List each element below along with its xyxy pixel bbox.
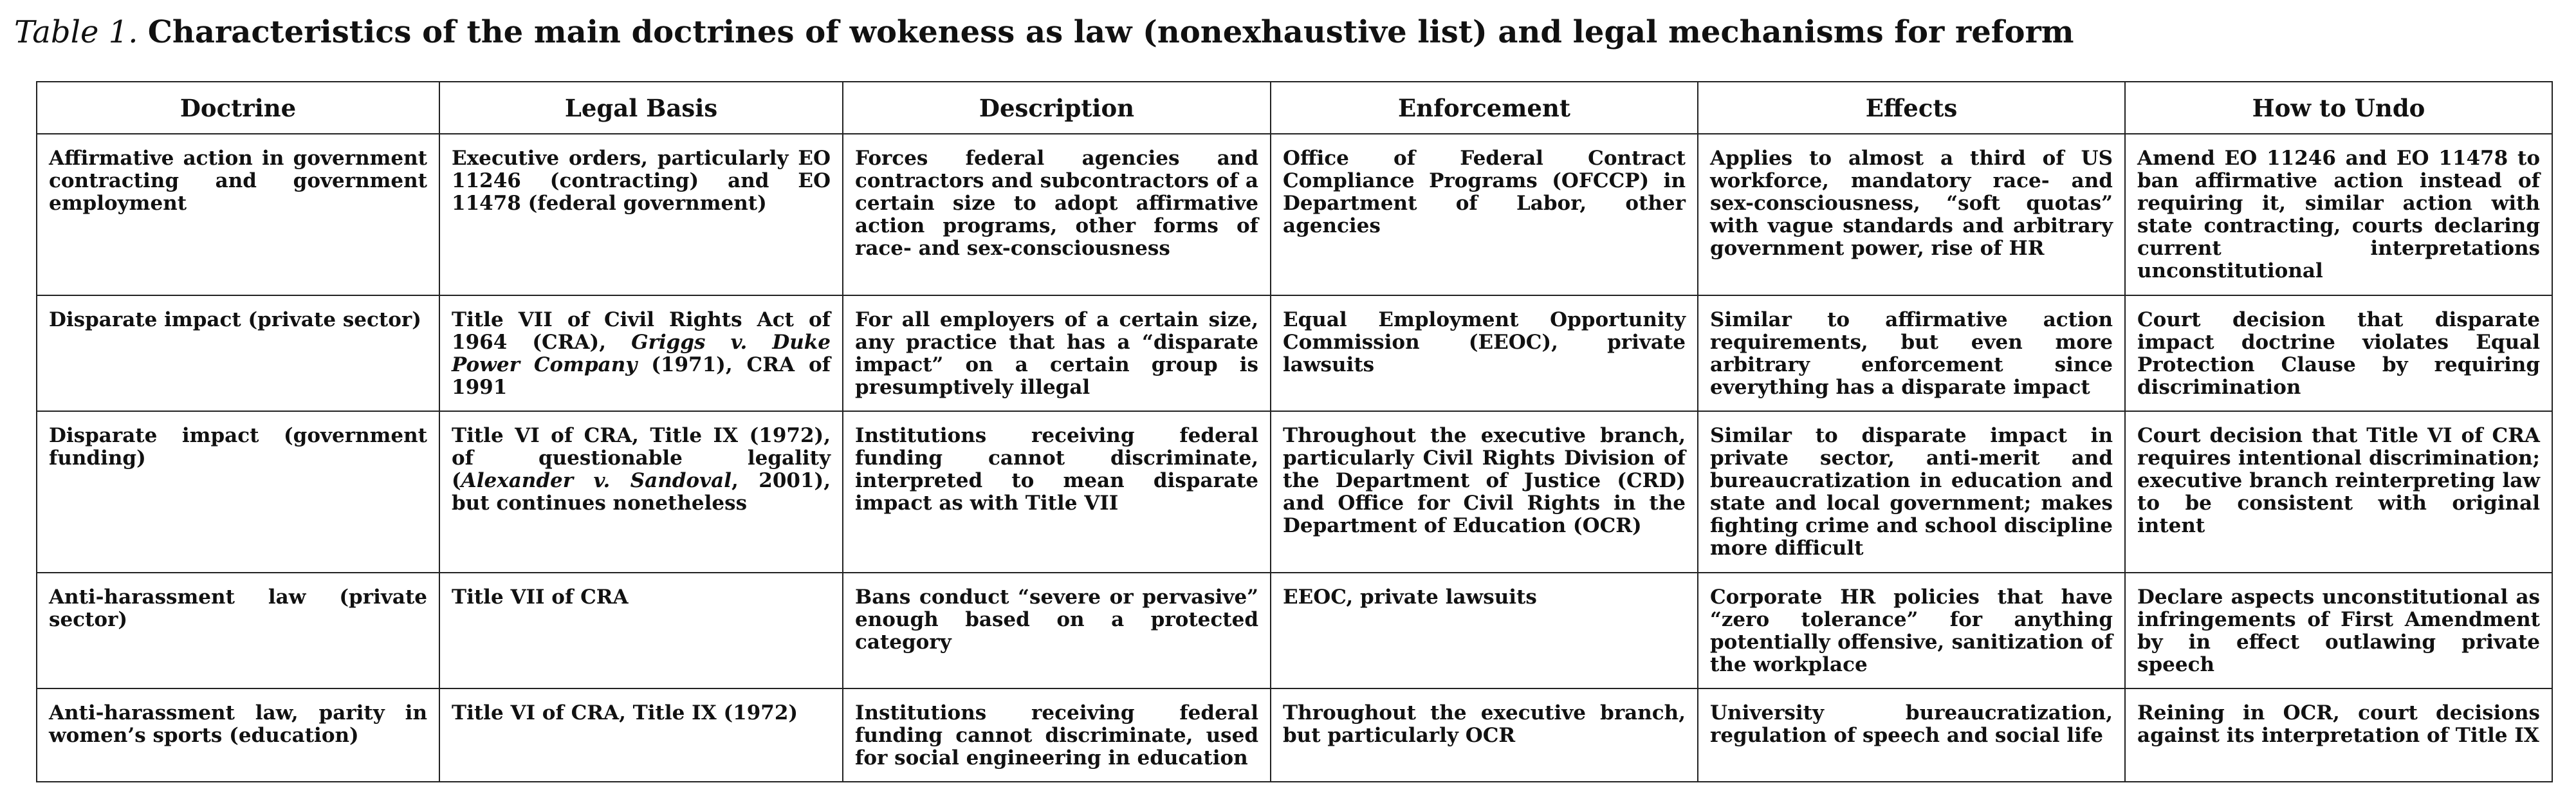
cell-description: Institutions receiving federal funding cannot discriminate, used for social engineering in education <box>843 688 1271 782</box>
table-caption <box>14 9 2562 55</box>
doctrines-table <box>36 81 2553 782</box>
cell-description: For all employers of a certain size, any practice that has a “disparate impact” on a certain group is presumptively illegal <box>843 295 1271 411</box>
cell-effects: Similar to affirmative action requirements, but even more arbitrary enforcement since everything has a disparate impact <box>1698 295 2125 411</box>
cell-enforcement: Office of Federal Contract Compliance Programs (OFCCP) in Department of Labor, other agencies <box>1271 134 1698 295</box>
cell-enforcement: Throughout the executive branch, but particularly OCR <box>1271 688 1698 782</box>
cell-effects: Similar to disparate impact in private sector, anti-merit and bureaucratization in education and state and local government; makes fighting crime and school discipline more difficult <box>1698 411 2125 573</box>
legal-basis-text: (1971), CRA of 1991 <box>452 353 831 399</box>
case-citation: Griggs v. Duke Power Company <box>452 331 831 376</box>
cell-doctrine: Disparate impact (government funding) <box>37 411 439 573</box>
cell-how-to-undo: Declare aspects unconstitutional as infringements of First Amendment by in effect outlawing private speech <box>2125 573 2552 688</box>
legal-basis-text: Title VI of CRA, Title IX (1972), of questionable legality ( <box>452 424 831 492</box>
legal-basis-text: , 2001), but continues nonetheless <box>452 469 831 515</box>
cell-effects: University bureaucratization, regulation of speech and social life <box>1698 688 2125 782</box>
cell-legal-basis: Executive orders, particularly EO 11246 (contracting) and EO 11478 (federal government) <box>439 134 843 295</box>
table-caption-label: Table 1. <box>14 14 138 50</box>
cell-enforcement: EEOC, private lawsuits <box>1271 573 1698 688</box>
table-row <box>37 688 2552 782</box>
cell-legal-basis: Title VII of CRA <box>439 573 843 688</box>
column-header-description: Description <box>843 82 1271 134</box>
cell-doctrine: Anti-harassment law (private sector) <box>37 573 439 688</box>
table-header-row <box>37 82 2552 134</box>
table-row <box>37 411 2552 573</box>
case-citation: Alexander v. Sandoval <box>461 469 731 492</box>
cell-how-to-undo: Court decision that disparate impact doctrine violates Equal Protection Clause by requiring discrimination <box>2125 295 2552 411</box>
cell-legal-basis <box>439 295 843 411</box>
cell-description: Institutions receiving federal funding cannot discriminate, interpreted to mean disparate impact as with Title VII <box>843 411 1271 573</box>
cell-effects: Applies to almost a third of US workforce, mandatory race- and sex-consciousness, “soft quotas” with vague standards and arbitrary government power, rise of HR <box>1698 134 2125 295</box>
column-header-how-to-undo: How to Undo <box>2125 82 2552 134</box>
cell-how-to-undo: Court decision that Title VI of CRA requires intentional discrimination; executive branch reinterpreting law to be consistent with original intent <box>2125 411 2552 573</box>
column-header-doctrine: Doctrine <box>37 82 439 134</box>
cell-description: Bans conduct “severe or pervasive” enough based on a protected category <box>843 573 1271 688</box>
cell-doctrine: Anti-harassment law, parity in women’s sports (education) <box>37 688 439 782</box>
table-caption-title: Characteristics of the main doctrines of wokeness as law (nonexhaustive list) and legal mechanisms for reform <box>147 14 2074 50</box>
cell-description: Forces federal agencies and contractors and subcontractors of a certain size to adopt affirmative action programs, other forms of race- and sex-consciousness <box>843 134 1271 295</box>
column-header-enforcement: Enforcement <box>1271 82 1698 134</box>
cell-how-to-undo: Reining in OCR, court decisions against its interpretation of Title IX <box>2125 688 2552 782</box>
table-row <box>37 573 2552 688</box>
cell-effects: Corporate HR policies that have “zero tolerance” for anything potentially offensive, sanitization of the workplace <box>1698 573 2125 688</box>
cell-enforcement: Throughout the executive branch, particularly Civil Rights Division of the Department of Justice (CRD) and Office for Civil Rights in the Department of Education (OCR) <box>1271 411 1698 573</box>
cell-doctrine: Disparate impact (private sector) <box>37 295 439 411</box>
table-row <box>37 134 2552 295</box>
cell-how-to-undo: Amend EO 11246 and EO 11478 to ban affirmative action instead of requiring it, similar action with state contracting, courts declaring current interpretations unconstitutional <box>2125 134 2552 295</box>
column-header-effects: Effects <box>1698 82 2125 134</box>
cell-doctrine: Affirmative action in government contracting and government employment <box>37 134 439 295</box>
cell-enforcement: Equal Employment Opportunity Commission (EEOC), private lawsuits <box>1271 295 1698 411</box>
cell-legal-basis <box>439 411 843 573</box>
table-row <box>37 295 2552 411</box>
cell-legal-basis: Title VI of CRA, Title IX (1972) <box>439 688 843 782</box>
legal-basis-text: Title VII of Civil Rights Act of 1964 (CRA), <box>452 308 831 354</box>
column-header-legal-basis: Legal Basis <box>439 82 843 134</box>
